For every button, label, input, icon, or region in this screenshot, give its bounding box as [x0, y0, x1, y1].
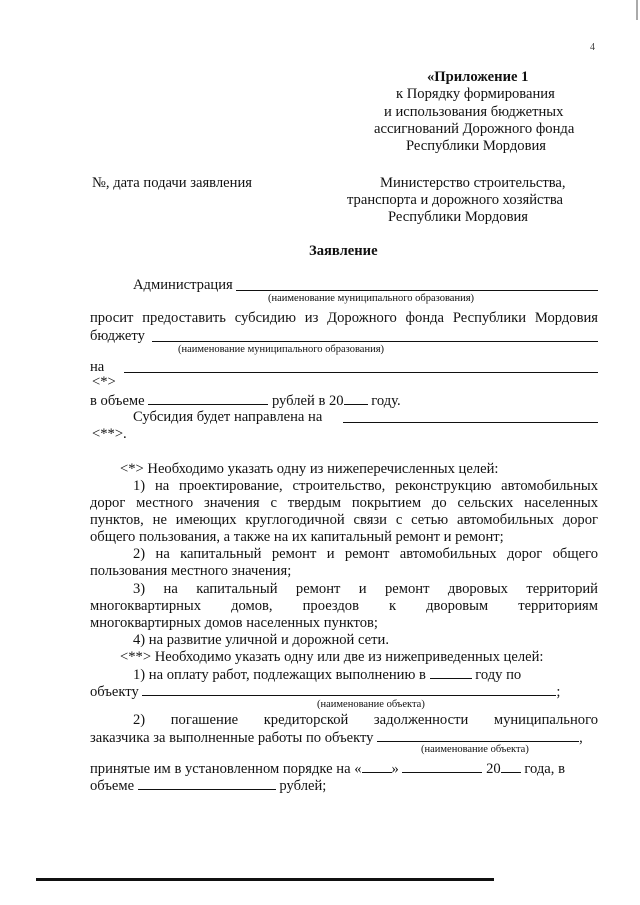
recipient-line: Министерство строительства,: [380, 175, 566, 191]
application-number-date: №, дата подачи заявления: [92, 175, 252, 191]
note-item-2-line: пользования местного значения;: [90, 563, 292, 579]
object-field: [142, 683, 556, 696]
administration-name-field: [236, 290, 598, 291]
page-number: 4: [590, 42, 595, 53]
accepted-prefix: принятые им в установленном порядке на «: [90, 761, 362, 777]
municipality-hint: (наименование муниципального образования): [178, 344, 385, 355]
amount-prefix: объеме: [90, 778, 135, 794]
accepted-year: 20: [486, 761, 501, 777]
sub-item-2-line: 2) погашение кредиторской задолженности муниципального: [133, 712, 598, 728]
year-field: [501, 760, 521, 773]
footnote-mark: <*>: [92, 374, 116, 390]
amount-field: [148, 392, 268, 405]
sub-item-2-end: ,: [579, 730, 583, 746]
note-item-2-line: 2) на капитальный ремонт и ремонт автомобильных дорог общего: [133, 546, 598, 562]
appendix-line: ассигнований Дорожного фонда: [374, 121, 575, 137]
administration-label: Администрация: [133, 277, 233, 293]
volume-mid: рублей в 20: [271, 393, 344, 409]
recipient-line: Республики Мордовия: [388, 209, 529, 225]
day-field: [362, 760, 392, 773]
appendix-line: Республики Мордовия: [406, 138, 547, 154]
sub-item-2-label: заказчика за выполненные работы по объекту: [90, 730, 374, 746]
volume-prefix: в объеме: [90, 393, 145, 409]
amount-suffix: рублей;: [279, 778, 327, 794]
request-text: просит предоставить субсидию из Дорожного фонда Республики Мордовия: [90, 310, 598, 326]
appendix-title: «Приложение 1: [427, 69, 529, 85]
note-item-1-line: дорог местного значения с твердым покрытием до сельских населенных: [90, 495, 598, 511]
note-item-3-line: 3) на капитальный ремонт и ремонт дворовых территорий: [133, 581, 598, 597]
accepted-quote: »: [391, 761, 399, 777]
note-item-1-line: 1) на проектирование, строительство, реконструкцию автомобильных: [133, 478, 598, 494]
sub-item-1-line: [133, 666, 521, 684]
directed-text: Субсидия будет направлена на: [133, 409, 323, 425]
scan-edge-mark: [636, 0, 638, 20]
directed-field: [343, 422, 598, 423]
note-item-3-line: многоквартирных домов населенных пунктов;: [90, 615, 378, 631]
purpose-field: [124, 372, 598, 373]
year-field: [430, 666, 472, 679]
object-hint: (наименование объекта): [317, 699, 425, 710]
bottom-rule: [36, 878, 494, 881]
appendix-line: к Порядку формирования: [396, 86, 555, 102]
object-field: [377, 729, 579, 742]
accepted-suffix: года, в: [524, 761, 565, 777]
month-field: [402, 760, 482, 773]
appendix-line: и использования бюджетных: [384, 104, 564, 120]
sub-item-1-object-label: объекту: [90, 684, 139, 700]
amount-line: [90, 777, 326, 795]
accepted-line: [90, 760, 565, 778]
note-item-1-line: пунктов, не имеющих круглогодичной связи с сетью автомобильных дорог: [90, 512, 598, 528]
budget-municipality-field: [152, 341, 598, 342]
recipient-line: транспорта и дорожного хозяйства: [347, 192, 564, 208]
volume-suffix: году.: [371, 393, 401, 409]
sub-item-1-suffix: году по: [475, 667, 522, 683]
note-item-3-line: многоквартирных домов, проездов к дворовым территориям: [90, 598, 598, 614]
document-heading: Заявление: [309, 243, 378, 259]
footnote-mark: <**>.: [92, 426, 127, 442]
year-field: [344, 392, 368, 405]
note-item-4: 4) на развитие уличной и дорожной сети.: [133, 632, 389, 648]
note-intro: <*> Необходимо указать одну из нижеперечисленных целей:: [120, 461, 499, 477]
sub-item-1-end: ;: [556, 684, 561, 700]
amount-field: [138, 777, 276, 790]
object-hint: (наименование объекта): [421, 744, 529, 755]
purpose-label: на: [90, 359, 105, 375]
note-intro: <**> Необходимо указать одну или две из нижеприведенных целей:: [120, 649, 544, 665]
sub-item-1-prefix: 1) на оплату работ, подлежащих выполнению в: [133, 667, 426, 683]
budget-label: бюджету: [90, 328, 145, 344]
volume-line: [90, 392, 401, 410]
note-item-1-line: общего пользования, а также на их капитальный ремонт и ремонт;: [90, 529, 504, 545]
municipality-hint: (наименование муниципального образования): [268, 293, 475, 304]
